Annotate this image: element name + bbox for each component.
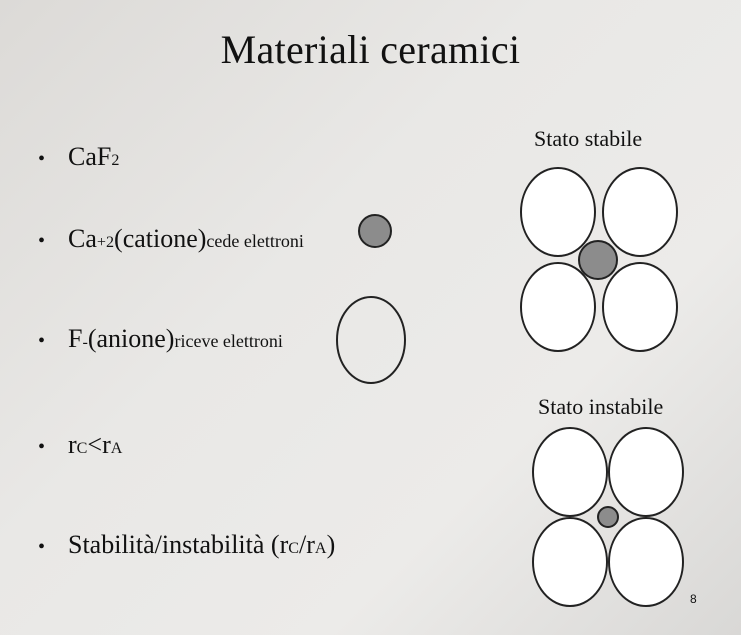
cation-symbol: Ca — [68, 224, 97, 253]
formula-text: CaF — [68, 142, 112, 171]
anion-symbol: F — [68, 324, 83, 353]
cation-note: cede elettroni — [206, 231, 304, 251]
radius-symbol: r — [68, 430, 77, 459]
bullet-caf2 — [38, 142, 119, 172]
ratio-slash: / — [299, 530, 307, 559]
cation-circle — [598, 507, 618, 527]
anion-label: (anione) — [87, 324, 175, 353]
cation-charge: +2 — [96, 234, 115, 251]
anion-circle — [533, 428, 607, 516]
anion-circle — [521, 263, 595, 351]
bullet-dot: • — [38, 536, 46, 558]
bullet-stability — [38, 530, 335, 560]
stability-close: ) — [326, 530, 336, 559]
cation-label: (catione) — [114, 224, 207, 253]
radius-subscript: A — [110, 440, 123, 457]
formula-subscript: 2 — [111, 152, 120, 169]
bullet-dot: • — [38, 230, 46, 252]
unstable-state-diagram — [528, 422, 698, 622]
bullet-radius-comparison — [38, 430, 122, 460]
anion-circle — [603, 168, 677, 256]
anion-circle — [609, 428, 683, 516]
bullet-dot: • — [38, 436, 46, 458]
less-than-symbol: < — [87, 430, 103, 459]
anion-circle — [533, 518, 607, 606]
radius-subscript: A — [314, 540, 327, 557]
cation-circle — [579, 241, 617, 279]
bullet-dot: • — [38, 330, 46, 352]
anion-circle — [603, 263, 677, 351]
bullet-cation — [38, 224, 304, 254]
radius-symbol: r — [279, 530, 289, 559]
anion-icon — [334, 296, 414, 392]
stable-state-label: Stato stabile — [534, 126, 643, 151]
radius-subscript: C — [76, 440, 88, 457]
radius-symbol: r — [102, 430, 111, 459]
cation-icon — [356, 212, 396, 252]
anion-circle — [609, 518, 683, 606]
radius-symbol: r — [306, 530, 315, 559]
bullet-dot: • — [38, 148, 46, 170]
unstable-state-label: Stato instabile — [538, 394, 664, 419]
stable-state-diagram — [518, 162, 688, 362]
stability-text: Stabilità/instabilità ( — [68, 530, 280, 559]
anion-note: riceve elettroni — [174, 331, 283, 351]
anion-charge: - — [82, 334, 88, 351]
radius-subscript: C — [288, 540, 300, 557]
anion-circle — [521, 168, 595, 256]
page-number: 8 — [690, 592, 697, 606]
bullet-anion — [38, 324, 283, 354]
slide-title: Materiali ceramici — [220, 27, 521, 72]
